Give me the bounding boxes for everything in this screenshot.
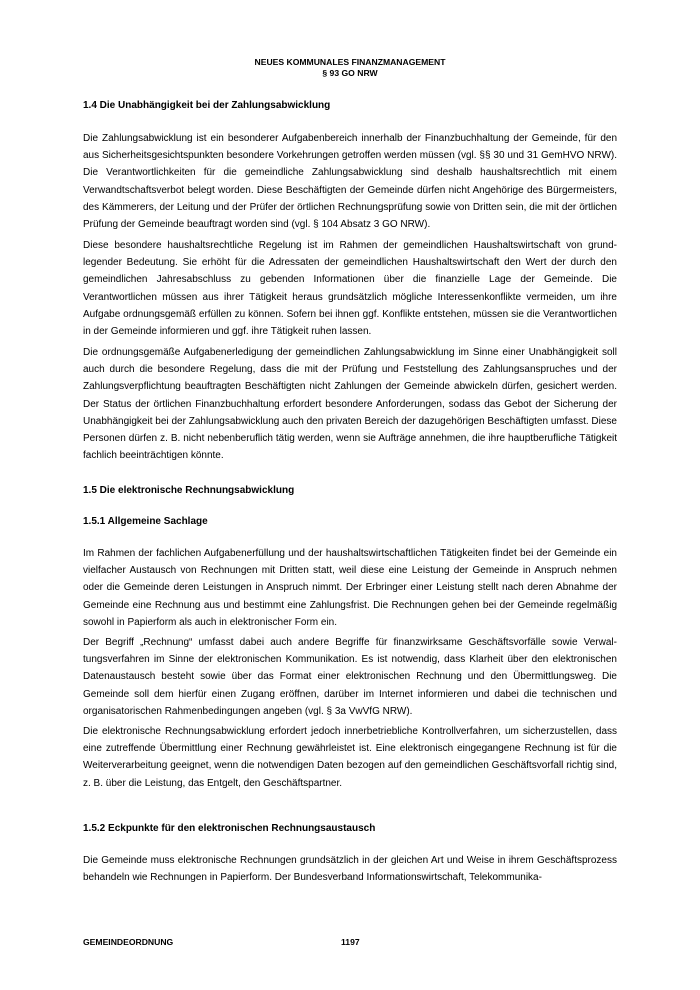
footer-book-title: GEMEINDEORDNUNG	[83, 937, 174, 947]
section-heading-1-5-1: 1.5.1 Allgemeine Sachlage	[83, 516, 208, 527]
running-header-title: NEUES KOMMUNALES FINANZMANAGEMENT	[254, 57, 446, 67]
section-heading-1-5: 1.5 Die elektronische Rechnungsabwicklung	[83, 485, 295, 496]
paragraph: Diese besondere haushaltsrechtliche Regelung ist im Rahmen der gemeindlichen Haushaltswirtschaft von grundlegender Bedeutung. Sie erhöht für die Adressaten der gemeindlichen Haushaltswirtschaft den Wert der durch den gemeindlichen Jahresabschluss zu gebenden Informationen über die finanzielle Lage der Gemeinde. Die Verantwortlichen müssen aus ihrer Tätigkeit heraus grundsätzlich mögliche Interessenkonflikte vermeiden, um ihre Aufgabe ordnungsgemäß erfüllen zu können. Sofern bei ihnen ggf. Konflikte entstehen, müssen sie die Verantwortlichen in der Gemeinde informieren und ggf. ihre Tätigkeit ruhen lassen.	[83, 240, 617, 338]
paragraph: Im Rahmen der fachlichen Aufgabenerfüllung und der haushaltswirtschaftlichen Tätigkeiten findet bei der Gemeinde ein vielfacher Austausch von Rechnungen mit Dritten statt, weil diese eine Leistung der Gemeinde in Anspruch nehmen oder die Gemeinde deren Leistungen in Anspruch nimmt. Der Erbringer einer Leistung stellt nach deren Abnahme der Gemeinde eine Rechnung aus und bestimmt eine Zahlungsfrist. Die Rechnungen gehen bei der Gemeinde regelmäßig sowohl in Papierform als auch in elektronischer Form ein.	[83, 548, 617, 628]
running-header-section: § 93 GO NRW	[322, 68, 378, 78]
section-heading-1-4: 1.4 Die Unabhängigkeit bei der Zahlungsabwicklung	[83, 100, 331, 111]
paragraph: Die Zahlungsabwicklung ist ein besonderer Aufgabenbereich innerhalb der Finanzbuchhaltung der Gemeinde, für den aus Sicherheitsgesichtspunkten besondere Vorkehrungen getroffen werden müssen (vgl. §§ 30 und 31 GemHVO NRW). Die Verantwortlichkeiten für die gemeindliche Zahlungsabwicklung sind deshalb haushaltsrechtlich mit einem Verwandtschaftsverbot belegt worden. Diese Beschäftigten der Gemeinde dürfen nicht Angehörige des Bürgermeisters, des Kämmerers, der Leitung und der Prüfer der örtlichen Rechnungsprüfung sowie von Dritten sein, die mit der örtlichen Prüfung der Gemeinde beauftragt worden sind (vgl. § 104 Absatz 3 GO NRW).	[83, 133, 617, 231]
paragraph: Die ordnungsgemäße Aufgabenerledigung der gemeindlichen Zahlungsabwicklung im Sinne einer Unabhängigkeit soll auch durch die besondere Regelung, dass die mit der Prüfung und Feststellung des Zahlungsanspruches und der Zahlungsverpflichtung beauftragten Beschäftigten nicht Zahlungen der Gemeinde abwickeln dürfen, gesichert werden. Der Status der örtlichen Finanzbuchhaltung erfordert besondere Anforderungen, sodass das Gebot der Sicherung der Unabhängigkeit bei der Zahlungsabwicklung auch den privaten Bereich der dazugehörigen Beschäftigten umfasst. Diese Personen dürfen z. B. nicht nebenberuflich tätig werden, wenn sie Aufträge annehmen, die ihre hauptberufliche Tätigkeit fachlich beeinträchtigen könnte.	[83, 347, 617, 462]
paragraph: Der Begriff „Rechnung“ umfasst dabei auch andere Begriffe für finanzwirksame Geschäftsvorfälle sowie Verwaltungsverfahren im Sinne der elektronischen Kommunikation. Es ist notwendig, dass Klarheit über den elektronischen Datenaustausch besteht sowie über das Format einer elektronischen Rechnung und den Übermittlungsweg. Die Gemeinde soll dem hierfür einen Zugang eröffnen, darüber im Internet informieren und dabei die technischen und organisatorischen Rahmenbedingungen angeben (vgl. § 3a VwVfG NRW).	[83, 637, 617, 717]
footer-page-number: 1197	[341, 937, 360, 947]
section-heading-1-5-2: 1.5.2 Eckpunkte für den elektronischen Rechnungsaustausch	[83, 823, 376, 834]
paragraph: Die elektronische Rechnungsabwicklung erfordert jedoch innerbetriebliche Kontrollverfahren, um sicherzustellen, dass eine zutreffende Übermittlung einer Rechnung gewährleistet ist. Eine elektronisch eingegangene Rechnung ist für die Weiterverarbeitung geeignet, wenn die notwendigen Daten bezogen auf den gemeindlichen Geschäftsvorfall richtig sind, z. B. über die Leistung, das Entgelt, den Geschäftspartner.	[83, 726, 617, 789]
paragraph: Die Gemeinde muss elektronische Rechnungen grundsätzlich in der gleichen Art und Weise in ihrem Geschäftsprozess behandeln wie Rechnungen in Papierform. Der Bundesverband Informationswirtschaft, Telekommunika-	[83, 855, 617, 884]
